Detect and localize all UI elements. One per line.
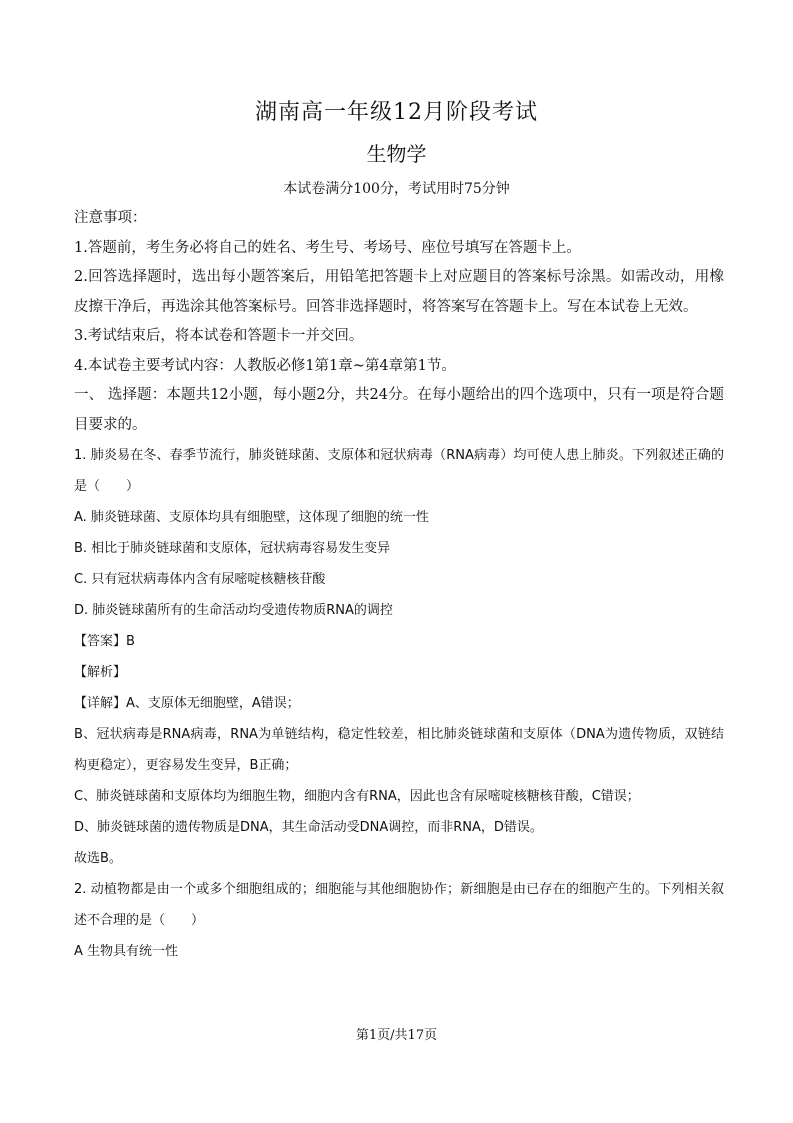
question-1-option-c: C. 只有冠状病毒体内含有尿嘧啶核糖核苷酸 bbox=[74, 572, 326, 587]
question-1 bbox=[74, 440, 724, 874]
question-1-option-a: A. 肺炎链球菌、支原体均具有细胞壁，这体现了细胞的统一性 bbox=[74, 510, 429, 525]
exam-title: 湖南高一年级12月阶段考试 bbox=[255, 100, 538, 125]
question-1-option-b: B. 相比于肺炎链球菌和支原体，冠状病毒容易发生变异 bbox=[74, 541, 391, 556]
question-1-stem: 1. 肺炎易在冬、春季节流行，肺炎链球菌、支原体和冠状病毒（RNA病毒）均可使人患上肺炎。下列叙述正确的是（ ） bbox=[74, 448, 724, 494]
question-1-analysis-label: 【解析】 bbox=[74, 665, 127, 680]
question-1-conclusion: 故选B。 bbox=[74, 851, 122, 866]
document-body bbox=[74, 204, 724, 967]
question-1-detail-a: 【详解】A、支原体无细胞壁，A错误； bbox=[74, 696, 300, 711]
notice-item-2: 2.回答选择题时，选出每小题答案后，用铅笔把答题卡上对应题目的答案标号涂黑。如需改动，用橡皮擦干净后，再选涂其他答案标号。回答非选择题时，将答案写在答题卡上。写在本试卷上无效。 bbox=[74, 269, 724, 315]
question-2-option-a: A 生物具有统一性 bbox=[74, 944, 179, 959]
notice-item-4: 4.本试卷主要考试内容：人教版必修1第1章~第4章第1节。 bbox=[74, 357, 456, 374]
section-heading: 一、 选择题：本题共12小题，每小题2分，共24分。在每小题给出的四个选项中，只有一项是符合题目要求的。 bbox=[74, 387, 724, 433]
notice-item-1: 1.答题前，考生务必将自己的姓名、考生号、考场号、座位号填写在答题卡上。 bbox=[74, 239, 581, 256]
question-1-detail-b: B、冠状病毒是RNA病毒，RNA为单链结构，稳定性较差，相比肺炎链球菌和支原体（DNA为遗传物质，双链结构更稳定），更容易发生变异，B正确； bbox=[74, 727, 724, 773]
page-number: 第1页/共17页 bbox=[355, 1028, 438, 1043]
question-1-detail-d: D、肺炎链球菌的遗传物质是DNA，其生命活动受DNA调控，而非RNA，D错误。 bbox=[74, 820, 543, 835]
notice-item-3: 3.考试结束后，将本试卷和答题卡一并交回。 bbox=[74, 328, 364, 344]
question-2 bbox=[74, 874, 724, 967]
question-2-stem: 2. 动植物都是由一个或多个细胞组成的；细胞能与其他细胞协作；新细胞是由已存在的细胞产生的。下列相关叙述不合理的是（ ） bbox=[74, 882, 724, 928]
question-1-answer: 【答案】B bbox=[74, 634, 135, 649]
question-1-option-d: D. 肺炎链球菌所有的生命活动均受遗传物质RNA的调控 bbox=[74, 603, 393, 618]
notice-heading: 注意事项： bbox=[74, 210, 147, 226]
subject-title: 生物学 bbox=[366, 142, 427, 166]
question-1-detail-c: C、肺炎链球菌和支原体均为细胞生物，细胞内含有RNA，因此也含有尿嘧啶核糖核苷酸，C错误； bbox=[74, 789, 640, 804]
exam-info: 本试卷满分100分，考试用时75分钟 bbox=[283, 181, 510, 197]
